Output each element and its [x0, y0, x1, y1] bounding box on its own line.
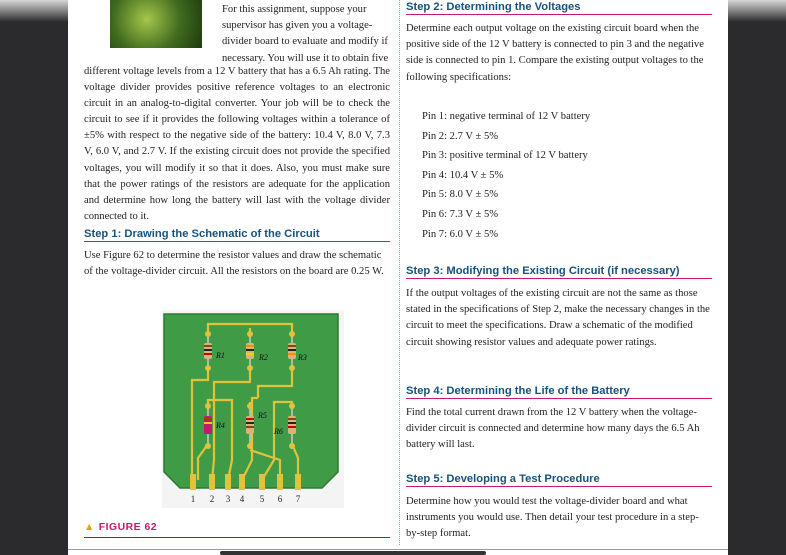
- label-r1: R1: [216, 351, 225, 360]
- pin-spec-item: Pin 6: 7.3 V ± 5%: [422, 208, 499, 220]
- pin-spec-item: Pin 4: 10.4 V ± 5%: [422, 169, 504, 181]
- step4-body: Find the total current drawn from the 12 V battery when the voltage-divider circuit is connected and determine how many days the 6.5 Ah battery will last.: [406, 407, 700, 451]
- pin-number-6: 6: [277, 494, 283, 504]
- pin-number-5: 5: [259, 494, 265, 504]
- document-page: [68, 0, 728, 555]
- pin-number-4: 4: [239, 494, 245, 504]
- step2-heading: Step 2: Determining the Voltages: [406, 1, 712, 15]
- triangle-icon: ▲: [84, 522, 95, 533]
- step2-body: Determine each output voltage on the existing circuit board when the positive side of the 12 V battery is connected to pin 3 and the negative side is connected to pin 1. Compare the existing output voltages to the following specifications:: [406, 23, 704, 83]
- pin-number-7: 7: [295, 494, 301, 504]
- pin-spec-item: Pin 2: 2.7 V ± 5%: [422, 130, 499, 142]
- step5-heading: Step 5: Developing a Test Procedure: [406, 473, 712, 487]
- pin-number-3: 3: [225, 494, 231, 504]
- label-r4: R4: [216, 421, 225, 430]
- pin-spec-list: [422, 107, 590, 244]
- figure-62-circuit-board: [162, 310, 344, 508]
- figure-caption-text: FIGURE 62: [98, 522, 157, 533]
- pin-number-2: 2: [209, 494, 215, 504]
- column-divider: [399, 0, 400, 545]
- pin-number-1: 1: [190, 494, 196, 504]
- label-r6: R6: [274, 427, 283, 436]
- step3-heading: Step 3: Modifying the Existing Circuit (if necessary): [406, 265, 712, 279]
- step1-heading: Step 1: Drawing the Schematic of the Circuit: [84, 228, 390, 242]
- page-bottom-rule: [68, 549, 728, 550]
- intro-paragraph-continued: different voltage levels from a 12 V battery that has a 6.5 Ah rating. The voltage divider provides positive reference voltages to an electronic circuit in an analog-to-digital converter. Your job will be to check the circuit to see if it provides the following voltages within a tolerance of ±5% with respect to the negative side of the battery: 10.4 V, 8.0 V, 7.3 V, 6.0 V, and 2.7 V. If the existing circuit does not provide the specified voltages, you will modify it so that it does. Also, you must make sure that the power ratings of the resistors are adequate for the application and determine how long the battery will last with the voltage divider connected to it.: [84, 66, 390, 222]
- label-r2: R2: [259, 353, 268, 362]
- label-r3: R3: [298, 353, 307, 362]
- step1-body: Use Figure 62 to determine the resistor values and draw the schematic of the voltage-divider circuit. All the resistors on the board are 0.25 W.: [84, 250, 384, 278]
- pin-spec-item: Pin 7: 6.0 V ± 5%: [422, 228, 499, 240]
- pin-spec-item: Pin 1: negative terminal of 12 V battery: [422, 111, 591, 122]
- grass-photo: [110, 0, 202, 48]
- step3-body: If the output voltages of the existing circuit are not the same as those stated in the specifications of Step 2, make the necessary changes in the circuit to meet the specifications. Draw a schematic of the modified circuit showing resistor values and adequate power ratings.: [406, 288, 710, 348]
- horizontal-scrollbar[interactable]: [220, 551, 486, 555]
- pin-spec-item: Pin 3: positive terminal of 12 V battery: [422, 150, 588, 162]
- pin-spec-item: Pin 5: 8.0 V ± 5%: [422, 189, 499, 201]
- label-r5: R5: [258, 411, 267, 420]
- step5-body: Determine how you would test the voltage-divider board and what instruments you would use. Then detail your test procedure in a step-by-step format.: [406, 496, 699, 540]
- figure-caption: [84, 522, 157, 533]
- intro-paragraph-start: For this assignment, suppose your supervisor has given you a voltage-divider board to evaluate and modify if necessary. You will use it to obtain five: [222, 4, 389, 64]
- caption-rule: [84, 537, 390, 538]
- circuit-board-illustration: [162, 310, 344, 508]
- step4-heading: Step 4: Determining the Life of the Battery: [406, 385, 712, 399]
